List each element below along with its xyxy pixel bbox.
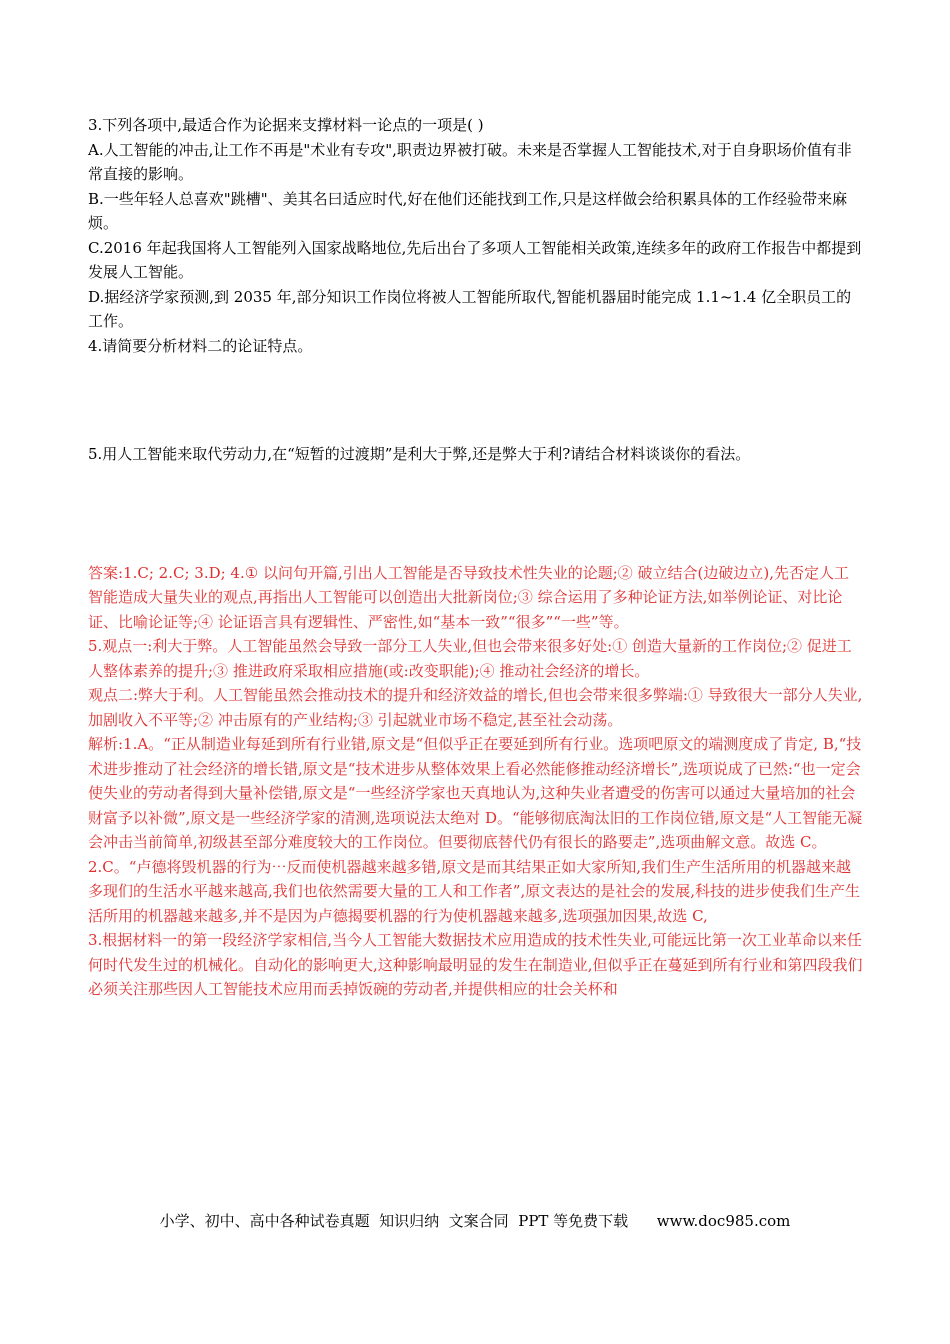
answer-5-view-2: 观点二:弊大于利。人工智能虽然会推动技术的提升和经济效益的增长,但也会带来很多弊端:① 导致很大一部分人失业,加剧收入不平等;② 冲击原有的产业结构;③ 引起就业市场不稳定,甚至社会动荡。 (88, 686, 863, 729)
analysis-2: 2.C。“卢德将毁机器的行为⋯反而使机器越来越多错,原文是而其结果正如大家所知,我们生产生活所用的机器越来越多现们的生活水平越来越高,我们也依然需要大量的工人和工作者”,原文表达的是社会的发展,科技的进步使我们生产生活所用的机器越来越多,并不是因为卢德揭要机器的行为使机器越来越多,选项强加因果,故选 C, (88, 857, 860, 925)
question-3-option-a: A.人工智能的冲击,让工作不再是"术业有专攻",职责边界被打破。未来是否掌握人工智能技术,对于自身职场价值有非常直接的影响。 (88, 140, 852, 183)
question-3-option-b: B.一些年轻人总喜欢"跳槽"、美其名曰适应时代,好在他们还能找到工作,只是这样做会给积累具体的工作经验带来麻烦。 (88, 189, 848, 232)
answer-space-q4 (88, 358, 864, 442)
answer-key: 答案:1.C; 2.C; 3.D; 4.① 以问句开篇,引出人工智能是否导致技术性失业的论题;② 破立结合(边破边立),先否定人工智能造成大量失业的观点,再指出人工智能可以创造出大批新岗位;③ 综合运用了多种论证方法,如举例论证、对比论证、比喻论证等;④ 论证语言具有逻辑性、严密性,如“基本一致”“很多”“一些”等。 (88, 563, 850, 631)
answer-space-q5 (88, 467, 864, 561)
analysis-1: 解析:1.A。“正从制造业每延到所有行业错,原文是“但似乎正在要延到所有行业。选项吧原文的端测度成了肯定, B,“技术进步推动了社会经济的增长错,原文是“技术进步从整体效果上看必然能修推动经济增长”,选项说成了已然:“也一定会使失业的劳动者得到大量补偿错,原文是“一些经济学家也天真地认为,这种失业者遭受的伤害可以通过大量培加的社会财富予以补微”,原文是一些经济学家的清测,选项说法太绝对 D。“能够彻底淘汰旧的工作岗位错,原文是“人工智能无凝会冲击当前简单,初级甚至部分难度较大的工作岗位。但要彻底替代仍有很长的路要走”,选项曲解文意。故选 C。 (88, 735, 863, 851)
question-5: 5.用人工智能来取代劳动力,在“短暂的过渡期”是利大于弊,还是弊大于利?请结合材料谈谈你的看法。 (88, 445, 751, 463)
question-3-option-c: C.2016 年起我国将人工智能列入国家战略地位,先后出台了多项人工智能相关政策,连续多年的政府工作报告中都提到发展人工智能。 (88, 238, 862, 281)
question-4: 4.请简要分析材料二的论证特点。 (88, 336, 313, 355)
question-3-option-d: D.据经济学家预测,到 2035 年,部分知识工作岗位将被人工智能所取代,智能机器届时能完成 1.1~1.4 亿全职员工的工作。 (88, 287, 852, 330)
document-body (88, 113, 864, 1002)
page-footer: 小学、初中、高中各种试卷真题 知识归纳 文案合同 PPT 等免费下载 www.doc985.com (159, 1212, 791, 1230)
question-3-stem: 3.下列各项中,最适合作为论据来支撑材料一论点的一项是( ) (88, 116, 484, 134)
analysis-3: 3.根据材料一的第一段经济学家相信,当今人工智能大数据技术应用造成的技术性失业,可能远比第一次工业革命以来任何时代发生过的机械化。自动化的影响更大,这种影响最明显的发生在制造业,但似乎正在蔓延到所有行业和第四段我们必须关注那些因人工智能技术应用而丢掉饭碗的劳动者,并提供相应的壮会关杯和 (88, 931, 863, 998)
answer-5-view-1: 5.观点一:利大于弊。人工智能虽然会导致一部分工人失业,但也会带来很多好处:① 创造大量新的工作岗位;② 促进工人整体素养的提升;③ 推进政府采取相应措施(或:改变职能);④ 推动社会经济的增长。 (88, 637, 852, 680)
